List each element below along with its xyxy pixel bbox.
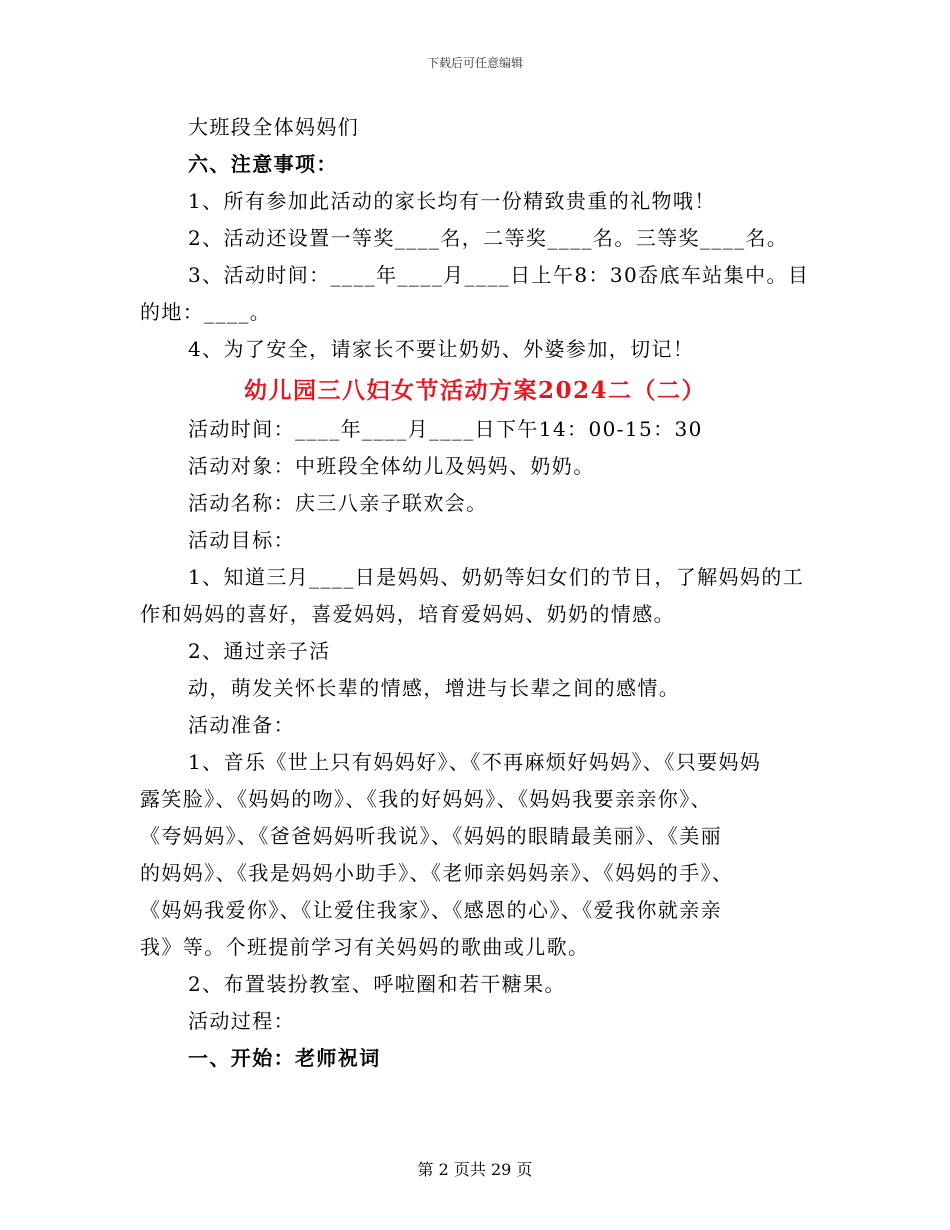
- text-line: 动，萌发关怀长辈的情感，增进与长辈之间的感情。: [188, 676, 681, 700]
- text-line: 的妈妈》、《我是妈妈小助手》、《老师亲妈妈亲》、《妈妈的手》、: [140, 861, 734, 885]
- text-line: 2、通过亲子活: [188, 639, 331, 663]
- text-line: 我》等。个班提前学习有关妈妈的歌曲或儿歌。: [140, 935, 590, 959]
- text-line: 3、活动时间：____年____月____日上午8：30岙底车站集中。目: [188, 263, 810, 287]
- text-line: 活动目标：: [188, 528, 295, 552]
- text-line: 活动准备：: [188, 713, 295, 737]
- text-line: 1、音乐《世上只有妈妈好》、《不再麻烦好妈妈》、《只要妈妈: [188, 750, 762, 774]
- text-line: 1、所有参加此活动的家长均有一份精致贵重的礼物哦！: [188, 189, 716, 213]
- text-line: 《妈妈我爱你》、《让爱住我家》、《感恩的心》、《爱我你就亲亲: [140, 898, 722, 922]
- page-header: 下载后可任意编辑: [426, 56, 523, 70]
- text-line: 2、活动还设置一等奖____名，二等奖____名。三等奖____名。: [188, 226, 789, 250]
- text-line: 1、知道三月____日是妈妈、奶奶等妇女们的节日，了解妈妈的工: [188, 565, 805, 589]
- section-heading: 六、注意事项：: [188, 152, 338, 176]
- section-heading: 一、开始：老师祝词: [188, 1046, 381, 1070]
- text-line: 活动时间：____年____月____日下午14：00-15：30: [188, 417, 703, 441]
- section-title: 幼儿园三八妇女节活动方案2024二（二）: [243, 377, 706, 404]
- text-line: 作和妈妈的喜好，喜爱妈妈，培育爱妈妈、奶奶的情感。: [140, 602, 675, 626]
- text-line: 《夸妈妈》、《爸爸妈妈听我说》、《妈妈的眼睛最美丽》、《美丽: [140, 824, 722, 848]
- page-footer: 第 2 页共 29 页: [417, 1160, 533, 1179]
- text-line: 大班段全体妈妈们: [188, 115, 360, 139]
- text-line: 活动对象：中班段全体幼儿及妈妈、奶奶。: [188, 454, 595, 478]
- text-line: 活动名称：庆三八亲子联欢会。: [188, 491, 488, 515]
- text-line: 活动过程：: [188, 1009, 295, 1033]
- text-line: 4、为了安全，请家长不要让奶奶、外婆参加，切记！: [188, 337, 695, 361]
- text-line: 2、布置装扮教室、呼啦圈和若干糖果。: [188, 972, 566, 996]
- text-line: 的地：____。: [140, 300, 272, 324]
- text-line: 露笑脸》、《妈妈的吻》、《我的好妈妈》、《妈妈我要亲亲你》、: [140, 787, 712, 811]
